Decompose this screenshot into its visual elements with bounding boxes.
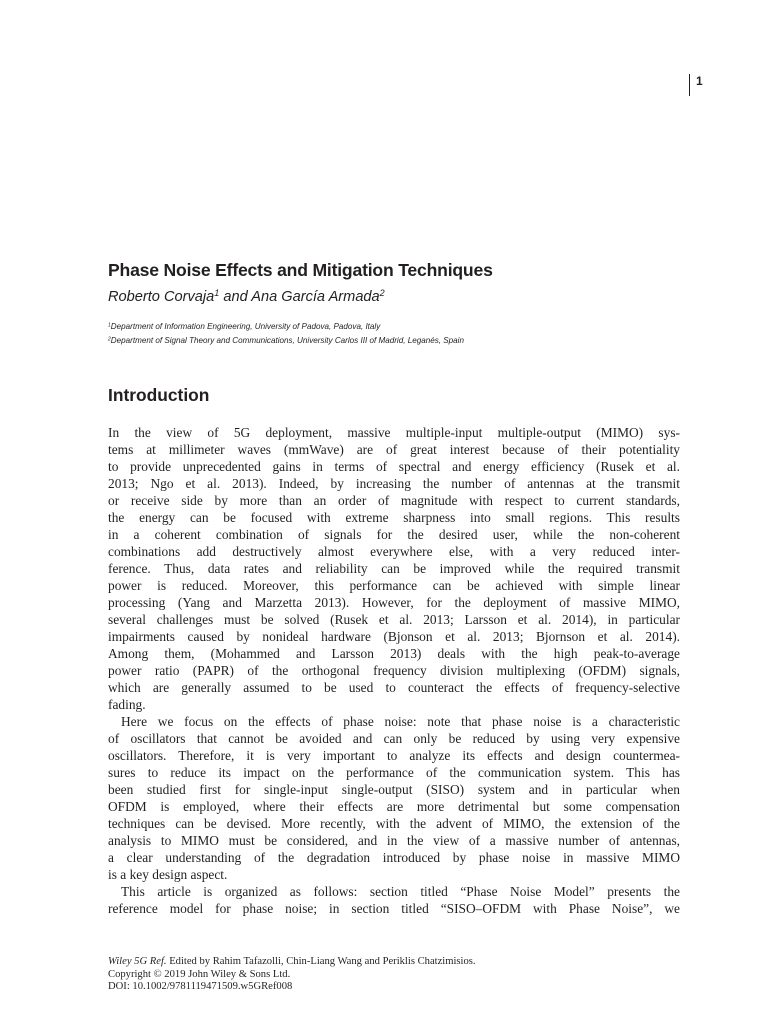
- body-text-line: power is reduced. Moreover, this performance can be achieved with simple linear: [108, 578, 680, 593]
- body-text-line: fading.: [108, 697, 146, 712]
- footer-doi: DOI: 10.1002/9781119471509.w5GRef008: [108, 981, 293, 993]
- body-text: [108, 424, 680, 917]
- body-text-line: 2013; Ngo et al. 2013). Indeed, by increasing the number of antennas at the transmit: [108, 476, 680, 491]
- body-text-line: This article is organized as follows: section titled “Phase Noise Model” presents the: [121, 884, 680, 899]
- body-text-line: combinations add destructively almost everywhere else, with a very reduced inter-: [108, 544, 680, 559]
- body-text-line: reference model for phase noise; in section titled “SISO–OFDM with Phase Noise”, we: [108, 901, 680, 916]
- body-text-line: impairments caused by nonideal hardware (Bjonson et al. 2013; Bjornson et al. 2014).: [108, 629, 680, 644]
- body-text-line: in a coherent combination of signals for the desired user, while the non-coherent: [108, 527, 680, 542]
- body-text-line: techniques can be devised. More recently, with the advent of MIMO, the extension of the: [108, 816, 680, 831]
- body-text-line: OFDM is employed, where their effects are more detrimental but some compensation: [108, 799, 680, 814]
- footer-work-title: Wiley 5G Ref.: [108, 956, 167, 967]
- affiliation-marker: 1: [108, 322, 111, 329]
- body-text-line: several challenges must be solved (Rusek et al. 2013; Larsson et al. 2014), in particular: [108, 612, 680, 627]
- body-text-line: Here we focus on the effects of phase noise: note that phase noise is a characteristic: [121, 714, 680, 729]
- body-text-line: been studied first for single-input single-output (SISO) system and in particular when: [108, 782, 680, 797]
- affiliation: [108, 335, 464, 346]
- body-text-line: a clear understanding of the degradation introduced by phase noise in massive MIMO: [108, 850, 680, 865]
- footer-copyright: Copyright © 2019 John Wiley & Sons Ltd.: [108, 968, 291, 980]
- body-text-line: sures to reduce its impact on the performance of the communication system. This has: [108, 765, 680, 780]
- affiliation-marker: 2: [108, 336, 111, 343]
- body-text-line: processing (Yang and Marzetta 2013). However, for the deployment of massive MIMO,: [108, 595, 680, 610]
- footer-edited-by: [108, 956, 476, 969]
- section-heading: Introduction: [108, 385, 210, 405]
- body-text-line: tems at millimeter waves (mmWave) are of great interest because of their potentiality: [108, 442, 680, 457]
- body-text-line: the energy can be focused with extreme sharpness into small regions. This results: [108, 510, 680, 525]
- article-title: Phase Noise Effects and Mitigation Techniques: [108, 260, 493, 280]
- footer-citation: [108, 956, 476, 994]
- author-name: Ana García Armada: [251, 289, 380, 305]
- author-list: [108, 287, 385, 307]
- body-text-line: In the view of 5G deployment, massive multiple-input multiple-output (MIMO) sys-: [108, 425, 680, 440]
- body-text-line: or receive side by more than an order of magnitude with respect to current standards,: [108, 493, 680, 508]
- footer-editors: Edited by Rahim Tafazolli, Chin-Liang Wang and Periklis Chatzimisios.: [166, 956, 476, 967]
- affiliation: [108, 321, 380, 332]
- affiliation-text: Department of Signal Theory and Communications, University Carlos III of Madrid, Leganés, Spain: [110, 336, 464, 345]
- author-name: Roberto Corvaja: [108, 289, 215, 305]
- body-text-line: Among them, (Mohammed and Larsson 2013) deals with the high peak-to-average: [108, 646, 680, 661]
- body-text-line: to provide unprecedented gains in terms of spectral and energy efficiency (Rusek et al.: [108, 459, 680, 474]
- body-text-line: which are generally assumed to be used to counteract the effects of frequency-selective: [108, 680, 680, 695]
- body-text-line: ference. Thus, data rates and reliability can be improved while the required transmit: [108, 561, 680, 576]
- author-affiliation-marker: 2: [379, 288, 385, 299]
- author-joiner: and: [219, 289, 252, 305]
- affiliation-text: Department of Information Engineering, University of Padova, Padova, Italy: [110, 322, 381, 331]
- page-marker-rule: [689, 74, 690, 96]
- page-number: 1: [696, 74, 703, 88]
- body-text-line: is a key design aspect.: [108, 867, 228, 882]
- body-text-line: oscillators. Therefore, it is very important to analyze its effects and design countermea-: [108, 748, 680, 763]
- body-text-line: of oscillators that cannot be avoided and can only be reduced by using very expensive: [108, 731, 680, 746]
- author-affiliation-marker: 1: [214, 288, 220, 299]
- body-text-line: analysis to MIMO must be considered, and in the view of a massive number of antennas,: [108, 833, 680, 848]
- body-text-line: power ratio (PAPR) of the orthogonal frequency division multiplexing (OFDM) signals,: [108, 663, 680, 678]
